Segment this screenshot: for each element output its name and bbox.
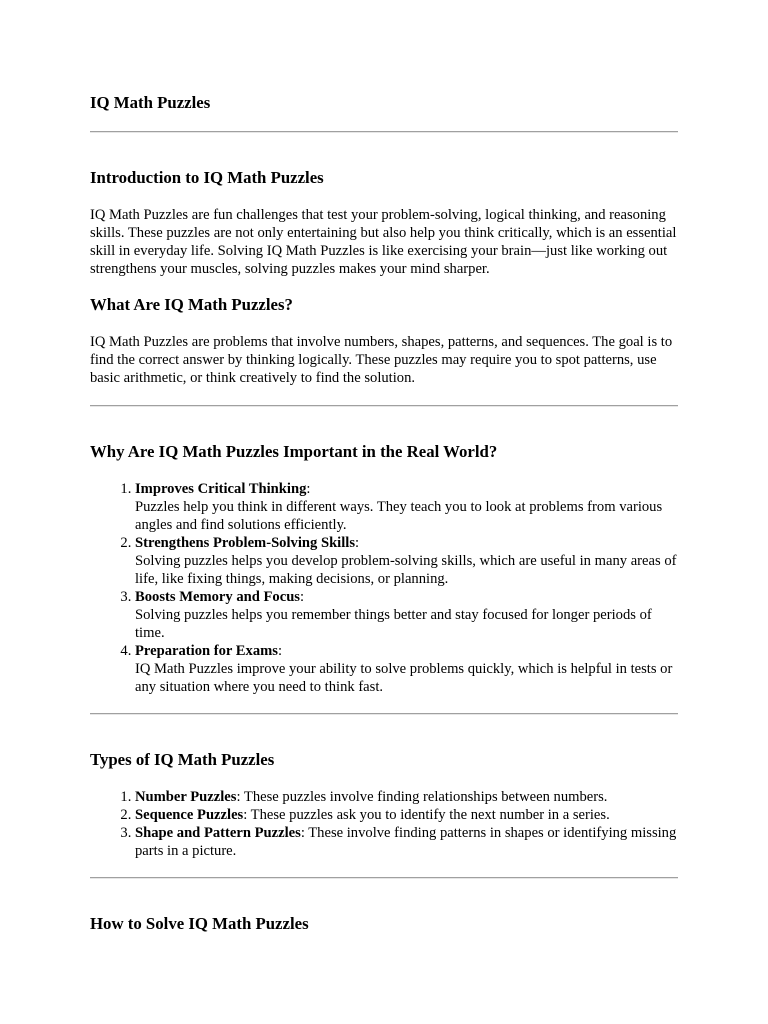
list-item-term: Boosts Memory and Focus [135,589,300,605]
list-item: 1. Improves Critical Thinking: Puzzles help you think in different ways. They teach you to look at problems from various angles and find solutions efficiently. [135,480,678,534]
section-heading-why-important: Why Are IQ Math Puzzles Important in the Real World? [90,442,498,461]
list-item-term: Improves Critical Thinking [135,481,307,497]
divider [90,405,678,407]
list-item-term: Strengthens Problem-Solving Skills [135,535,356,551]
document-content [90,93,678,934]
list-item: 4. Preparation for Exams: IQ Math Puzzles improve your ability to solve problems quickly, which is helpful in tests or any situation where you need to think fast. [135,642,678,696]
divider [90,713,678,715]
list-item-description: : These puzzles ask you to identify the next number in a series. [243,807,610,823]
list-item-description: : These involve finding patterns in shapes or identifying missing parts in a picture. [135,825,677,859]
list-item: 2. Strengthens Problem-Solving Skills: Solving puzzles helps you develop problem-solving skills, which are useful in many areas of life, like fixing things, making decisions, or planning. [135,534,678,588]
list-item-term: Sequence Puzzles [135,807,244,823]
section-heading-introduction: Introduction to IQ Math Puzzles [90,168,324,187]
section-heading-what-are: What Are IQ Math Puzzles? [90,295,293,314]
types-list [90,788,678,860]
list-item-description: Solving puzzles helps you develop problem-solving skills, which are useful in many areas of life, like fixing things, making decisions, or planning. [135,553,677,587]
why-list [90,480,678,696]
list-item-description: Solving puzzles helps you remember things better and stay focused for longer periods of time. [135,607,652,641]
section-heading-types: Types of IQ Math Puzzles [90,750,275,769]
list-item: 3. Boosts Memory and Focus: Solving puzzles helps you remember things better and stay focused for longer periods of time. [135,588,678,642]
list-item [135,824,678,860]
divider [90,131,678,133]
list-item [135,788,678,806]
list-item-term: Preparation for Exams [135,643,278,659]
list-item-description: IQ Math Puzzles improve your ability to solve problems quickly, which is helpful in tests or any situation where you need to think fast. [135,661,673,695]
list-item-term: Shape and Pattern Puzzles [135,825,301,841]
list-item-description: Puzzles help you think in different ways. They teach you to look at problems from various angles and find solutions efficiently. [135,499,663,533]
list-item-term: Number Puzzles [135,789,237,805]
section-heading-how-to-solve: How to Solve IQ Math Puzzles [90,914,309,933]
document-title: IQ Math Puzzles [90,93,211,112]
list-item-description: : These puzzles involve finding relationships between numbers. [236,789,608,805]
what-paragraph: IQ Math Puzzles are problems that involve numbers, shapes, patterns, and sequences. The goal is to find the correct answer by thinking logically. These puzzles may require you to spot patterns, use basic arithmetic, or think creatively to find the solution. [90,334,673,386]
divider [90,877,678,879]
list-item [135,806,678,824]
intro-paragraph: IQ Math Puzzles are fun challenges that test your problem-solving, logical thinking, and reasoning skills. These puzzles are not only entertaining but also help you think critically, which is an essential skill in everyday life. Solving IQ Math Puzzles is like exercising your brain—just like working out strengthens your muscles, solving puzzles makes your mind sharper. [90,207,677,277]
